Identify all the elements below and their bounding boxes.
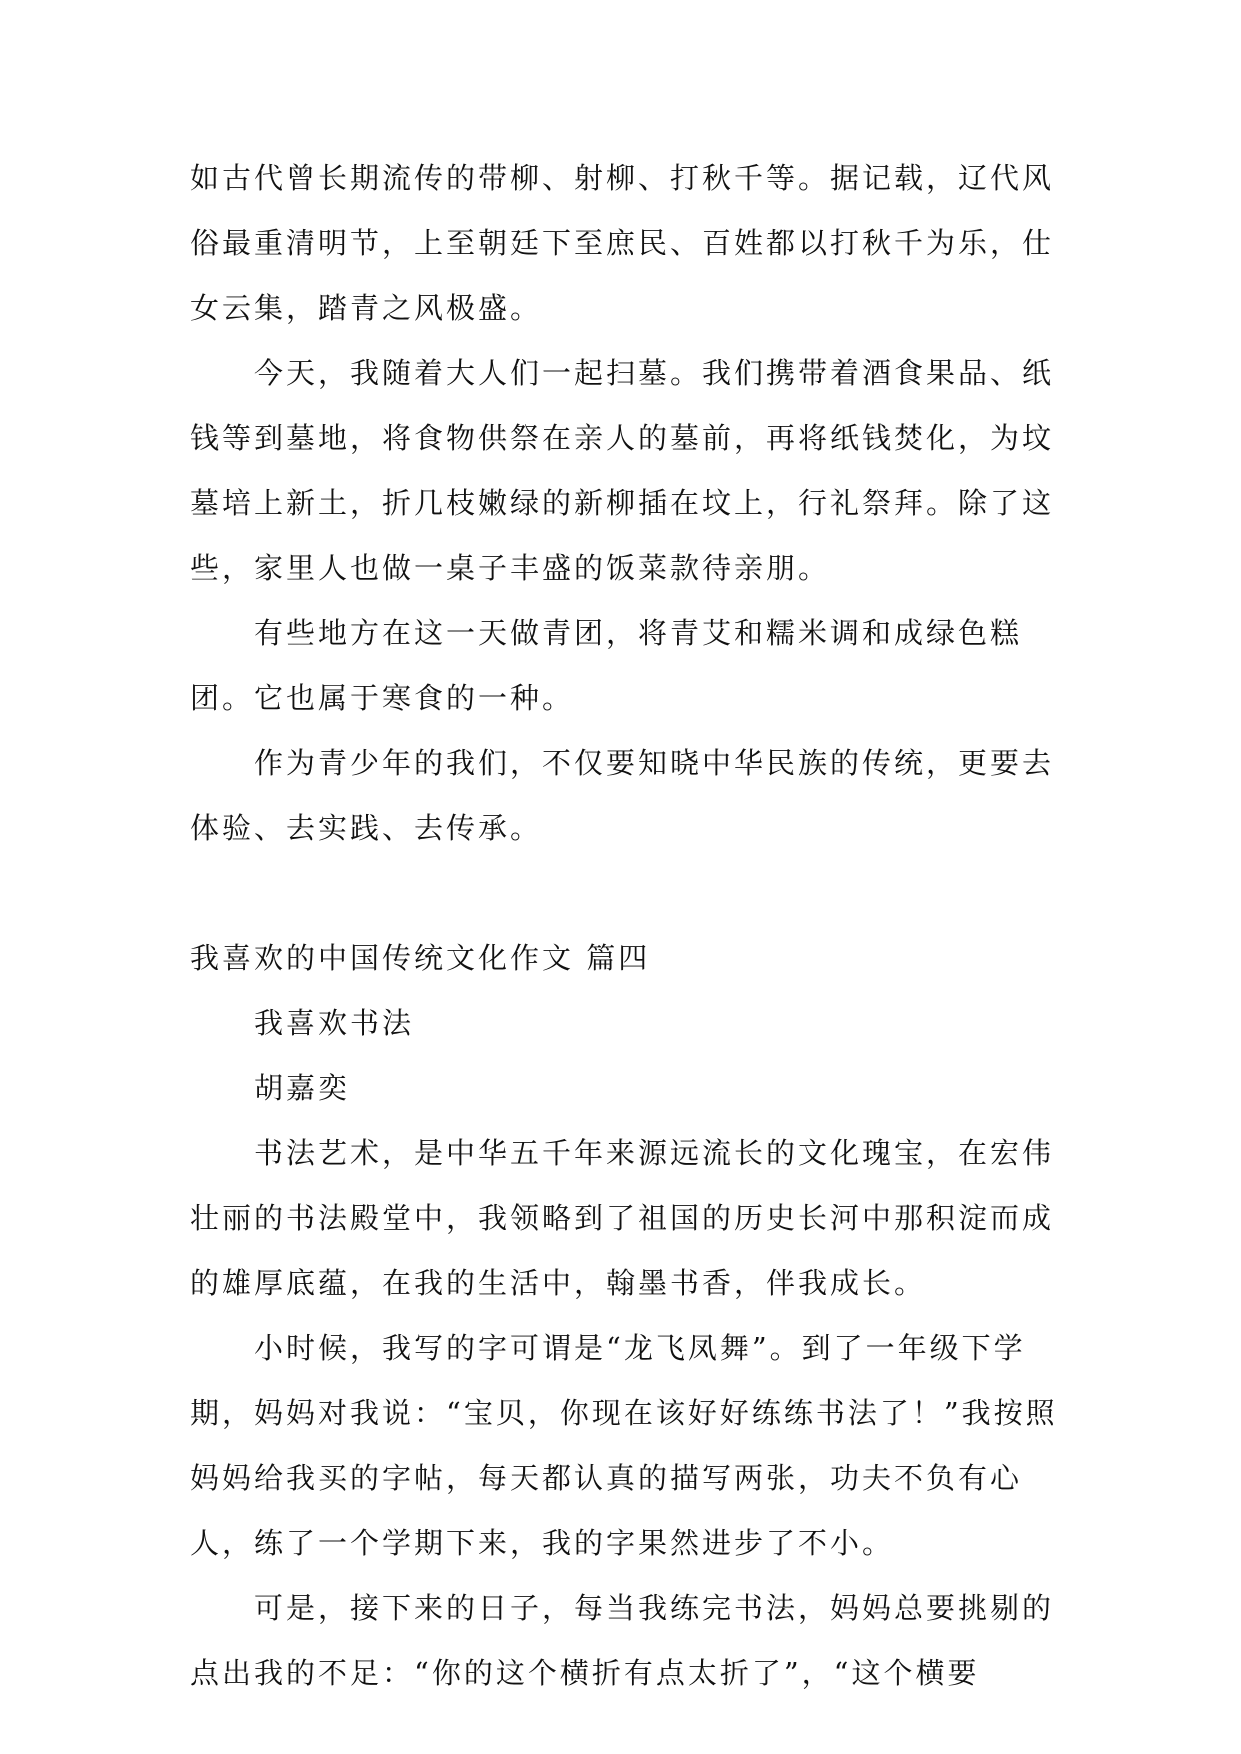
paragraph-qingtuan: 有些地方在这一天做青团，将青艾和糯米调和成绿色糕团。它也属于寒食的一种。	[190, 616, 1023, 715]
paragraph-childhood-practice: 小时候，我写的字可谓是“龙飞凤舞”。到了一年级下学期，妈妈对我说：“宝贝，你现在该好好练练书法了！”我按照妈妈给我买的字帖，每天都认真的描写两张，功夫不负有心人，练了一个学期下来，我的字果然进步了不小。	[190, 1331, 1058, 1560]
paragraph-mother-critique: 可是，接下来的日子，每当我练完书法，妈妈总要挑剔的点出我的不足：“你的这个横折有点太折了”，“这个横要	[190, 1591, 1055, 1690]
paragraph-qingming-customs: 如古代曾长期流传的带柳、射柳、打秋千等。据记载，辽代风俗最重清明节，上至朝廷下至庶民、百姓都以打秋千为乐，仕女云集，踏青之风极盛。	[190, 161, 1055, 325]
paragraph-tomb-sweeping: 今天，我随着大人们一起扫墓。我们携带着酒食果品、纸钱等到墓地，将食物供祭在亲人的墓前，再将纸钱焚化，为坟墓培上新土，折几枝嫩绿的新柳插在坟上，行礼祭拜。除了这些，家里人也做一桌子丰盛的饭菜款待亲朋。	[190, 356, 1055, 585]
paragraph-calligraphy-intro: 书法艺术，是中华五千年来源远流长的文化瑰宝，在宏伟壮丽的书法殿堂中，我领略到了祖国的历史长河中那积淀而成的雄厚底蕴，在我的生活中，翰墨书香，伴我成长。	[190, 1136, 1055, 1300]
paragraph-inheritance: 作为青少年的我们，不仅要知晓中华民族的传统，更要去体验、去实践、去传承。	[190, 746, 1055, 845]
section-spacer	[190, 861, 1060, 926]
section-heading: 我喜欢的中国传统文化作文 篇四	[190, 941, 651, 975]
essay-author: 胡嘉奕	[254, 1071, 351, 1105]
essay-title: 我喜欢书法	[254, 1006, 415, 1040]
document-body	[190, 146, 1060, 1706]
